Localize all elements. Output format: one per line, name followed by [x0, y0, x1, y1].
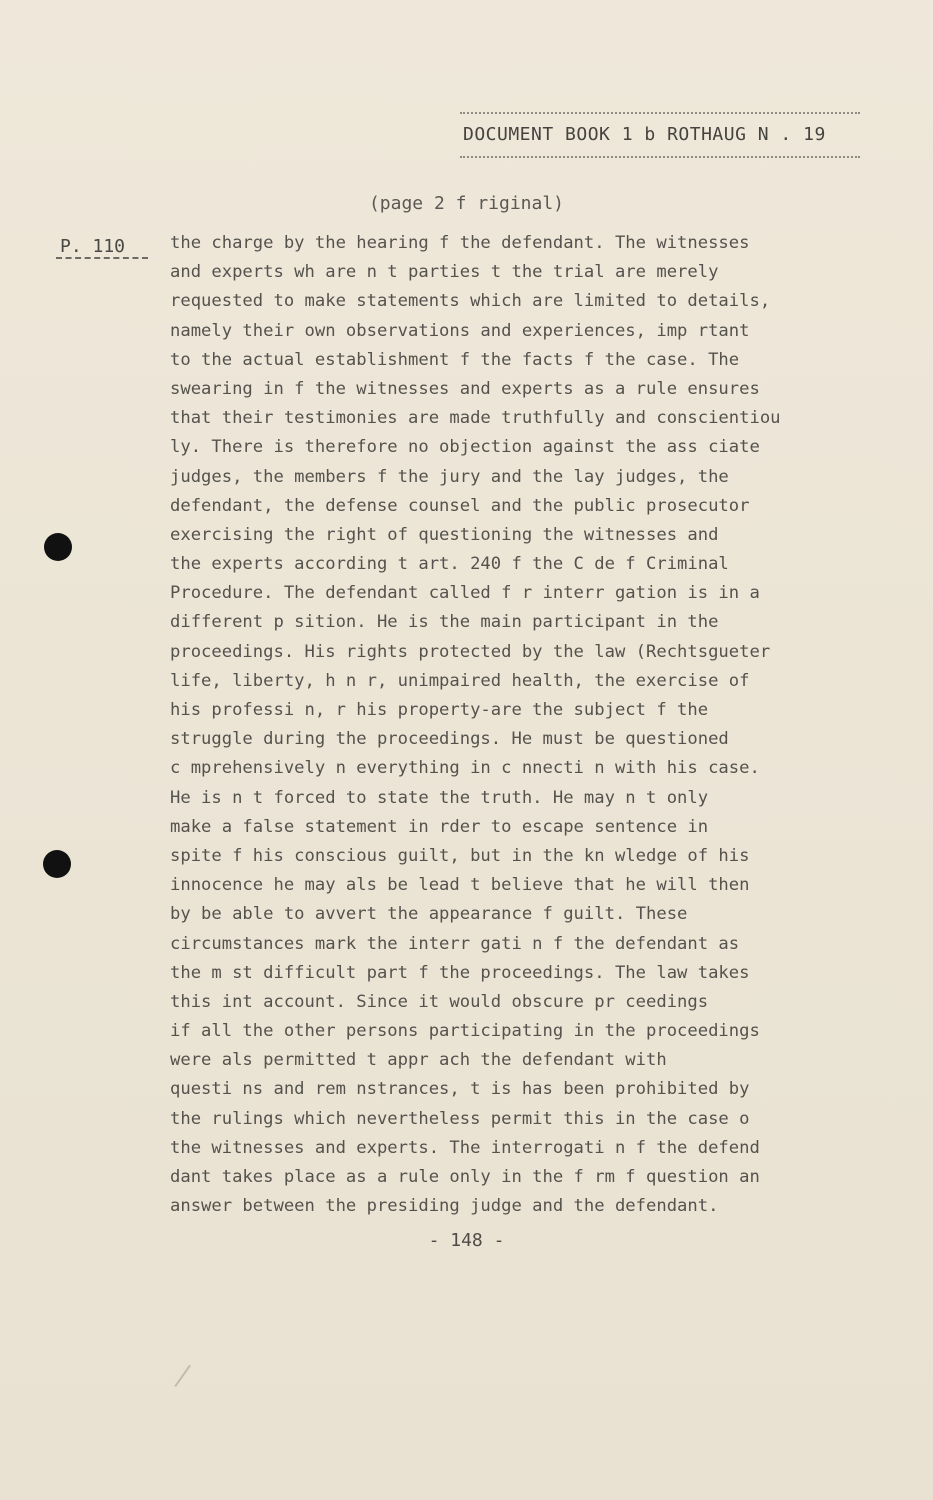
- body-line: the charge by the hearing f the defendant. The witnesses: [170, 233, 750, 253]
- body-line: swearing in f the witnesses and experts as a rule ensures: [170, 378, 760, 399]
- page-number: - 148 -: [428, 1230, 505, 1251]
- body-line: answer between the presiding judge and the defendant.: [170, 1196, 719, 1217]
- body-line: judges, the members f the jury and the lay judges, the: [170, 466, 729, 487]
- body-line: Procedure. The defendant called f r interr gation is in a: [170, 583, 760, 604]
- body-line: make a false statement in rder to escape sentence in: [170, 816, 709, 837]
- body-line: life, liberty, h n r, unimpaired health, the exercise of: [170, 670, 750, 691]
- body-line: requested to make statements which are limited to details,: [170, 291, 771, 312]
- body-line: circumstances mark the interr gati n f the defendant as: [170, 933, 740, 954]
- body-line: different p sition. He is the main participant in the: [170, 612, 719, 633]
- body-line: and experts wh are n t parties t the trial are merely: [170, 262, 719, 283]
- body-line: if all the other persons participating in the proceedings: [170, 1021, 760, 1042]
- punch-hole: [43, 850, 71, 878]
- body-text: [170, 229, 870, 1221]
- document-header: DOCUMENT BOOK 1 b ROTHAUG N . 19: [463, 124, 826, 145]
- body-line: the m st difficult part f the proceedings. The law takes: [170, 962, 750, 983]
- body-line: were als permitted t appr ach the defendant with: [170, 1050, 667, 1071]
- body-line: dant takes place as a rule only in the f rm f question an: [170, 1167, 760, 1187]
- body-line: He is n t forced to state the truth. He may n t only: [170, 787, 709, 808]
- pencil-mark: [174, 1365, 205, 1398]
- page-reference: (page 2 f riginal): [368, 193, 565, 214]
- body-line: by be able to avvert the appearance f guilt. These: [170, 904, 688, 925]
- body-line: defendant, the defense counsel and the public prosecutor: [170, 495, 750, 516]
- margin-page-reference: P. 110: [60, 236, 126, 257]
- punch-hole: [44, 533, 72, 561]
- body-line: that their testimonies are made truthfully and conscientiou: [170, 408, 781, 429]
- body-line: c mprehensively n everything in c nnecti n with his case.: [170, 758, 760, 779]
- body-line: this int account. Since it would obscure pr ceedings: [170, 991, 709, 1012]
- body-line: his professi n, r his property-are the subject f the: [170, 700, 709, 720]
- margin-reference-underline: [56, 257, 148, 259]
- body-line: questi ns and rem nstrances, t is has been prohibited by: [170, 1079, 750, 1100]
- body-line: proceedings. His rights protected by the law (Rechtsgueter: [170, 641, 771, 662]
- body-line: struggle during the proceedings. He must be questioned: [170, 729, 729, 750]
- body-line: to the actual establishment f the facts f the case. The: [170, 349, 740, 370]
- body-line: the experts according t art. 240 f the C de f Criminal: [170, 554, 729, 575]
- body-line: spite f his conscious guilt, but in the kn wledge of his: [170, 845, 750, 866]
- body-line: exercising the right of questioning the witnesses and: [170, 524, 719, 545]
- body-line: namely their own observations and experiences, imp rtant: [170, 320, 750, 341]
- body-line: the rulings which nevertheless permit this in the case o: [170, 1108, 750, 1129]
- body-line: innocence he may als be lead t believe that he will then: [170, 875, 750, 896]
- body-line: the witnesses and experts. The interrogati n f the defend: [170, 1137, 760, 1158]
- body-line: ly. There is therefore no objection against the ass ciate: [170, 437, 760, 458]
